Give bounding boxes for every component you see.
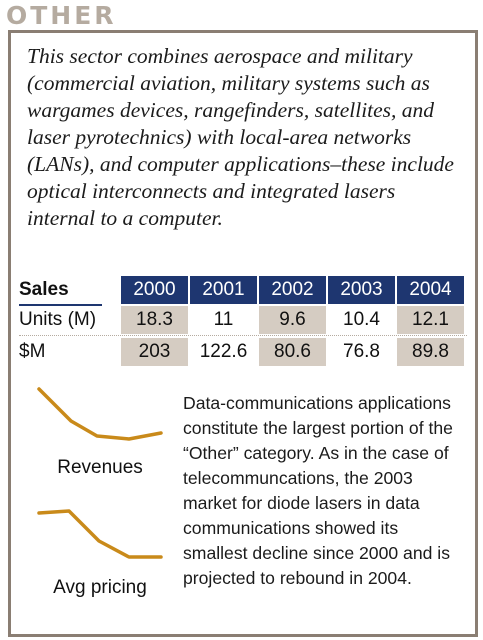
table-cell: 89.8 — [397, 338, 464, 366]
section-heading: OTHER — [6, 1, 117, 30]
sales-corner-label: Sales — [19, 279, 69, 300]
table-cell: 76.8 — [343, 341, 380, 362]
pricing-line — [39, 511, 161, 557]
table-cell: 10.4 — [343, 309, 380, 330]
revenues-line — [39, 389, 161, 439]
row-label-dollars: $M — [19, 341, 46, 362]
year-2004: 2004 — [397, 276, 464, 304]
table-cell: 12.1 — [397, 306, 464, 334]
revenues-label: Revenues — [57, 457, 143, 478]
dotted-divider — [19, 335, 467, 336]
sidebar-box — [8, 30, 478, 637]
year-2003: 2003 — [328, 276, 395, 304]
body-paragraph: Data-communications applications constitute the largest portion of the “Other” category. As in the case of telecommuncations, the 2003 market for diode lasers in data communications showed its smallest decline since 2000 and is projected to rebound in 2004. — [183, 393, 453, 588]
table-cell: 9.6 — [259, 306, 326, 334]
pricing-sparkline — [33, 501, 165, 561]
row-label-units: Units (M) — [19, 309, 97, 330]
year-2001: 2001 — [190, 276, 257, 304]
table-cell: 80.6 — [259, 338, 326, 366]
pricing-label: Avg pricing — [53, 577, 147, 598]
revenues-sparkline — [33, 383, 165, 445]
table-row — [11, 306, 475, 334]
table-cell: 122.6 — [199, 341, 248, 362]
table-header-row — [11, 276, 475, 304]
table-row — [11, 338, 475, 366]
table-cell: 11 — [213, 309, 234, 330]
year-2002: 2002 — [259, 276, 326, 304]
table-cell: 18.3 — [121, 306, 188, 334]
intro-text: This sector combines aerospace and military (commercial aviation, military systems such as wargames devices, rangefinders, satellites, and laser pyrotechnics) with local-area networks (LANs), and computer applications–these include optical interconnects and integrated lasers internal to a computer. — [27, 44, 454, 230]
year-2000: 2000 — [121, 276, 188, 304]
sales-underline — [19, 304, 102, 306]
table-cell: 203 — [121, 338, 188, 366]
